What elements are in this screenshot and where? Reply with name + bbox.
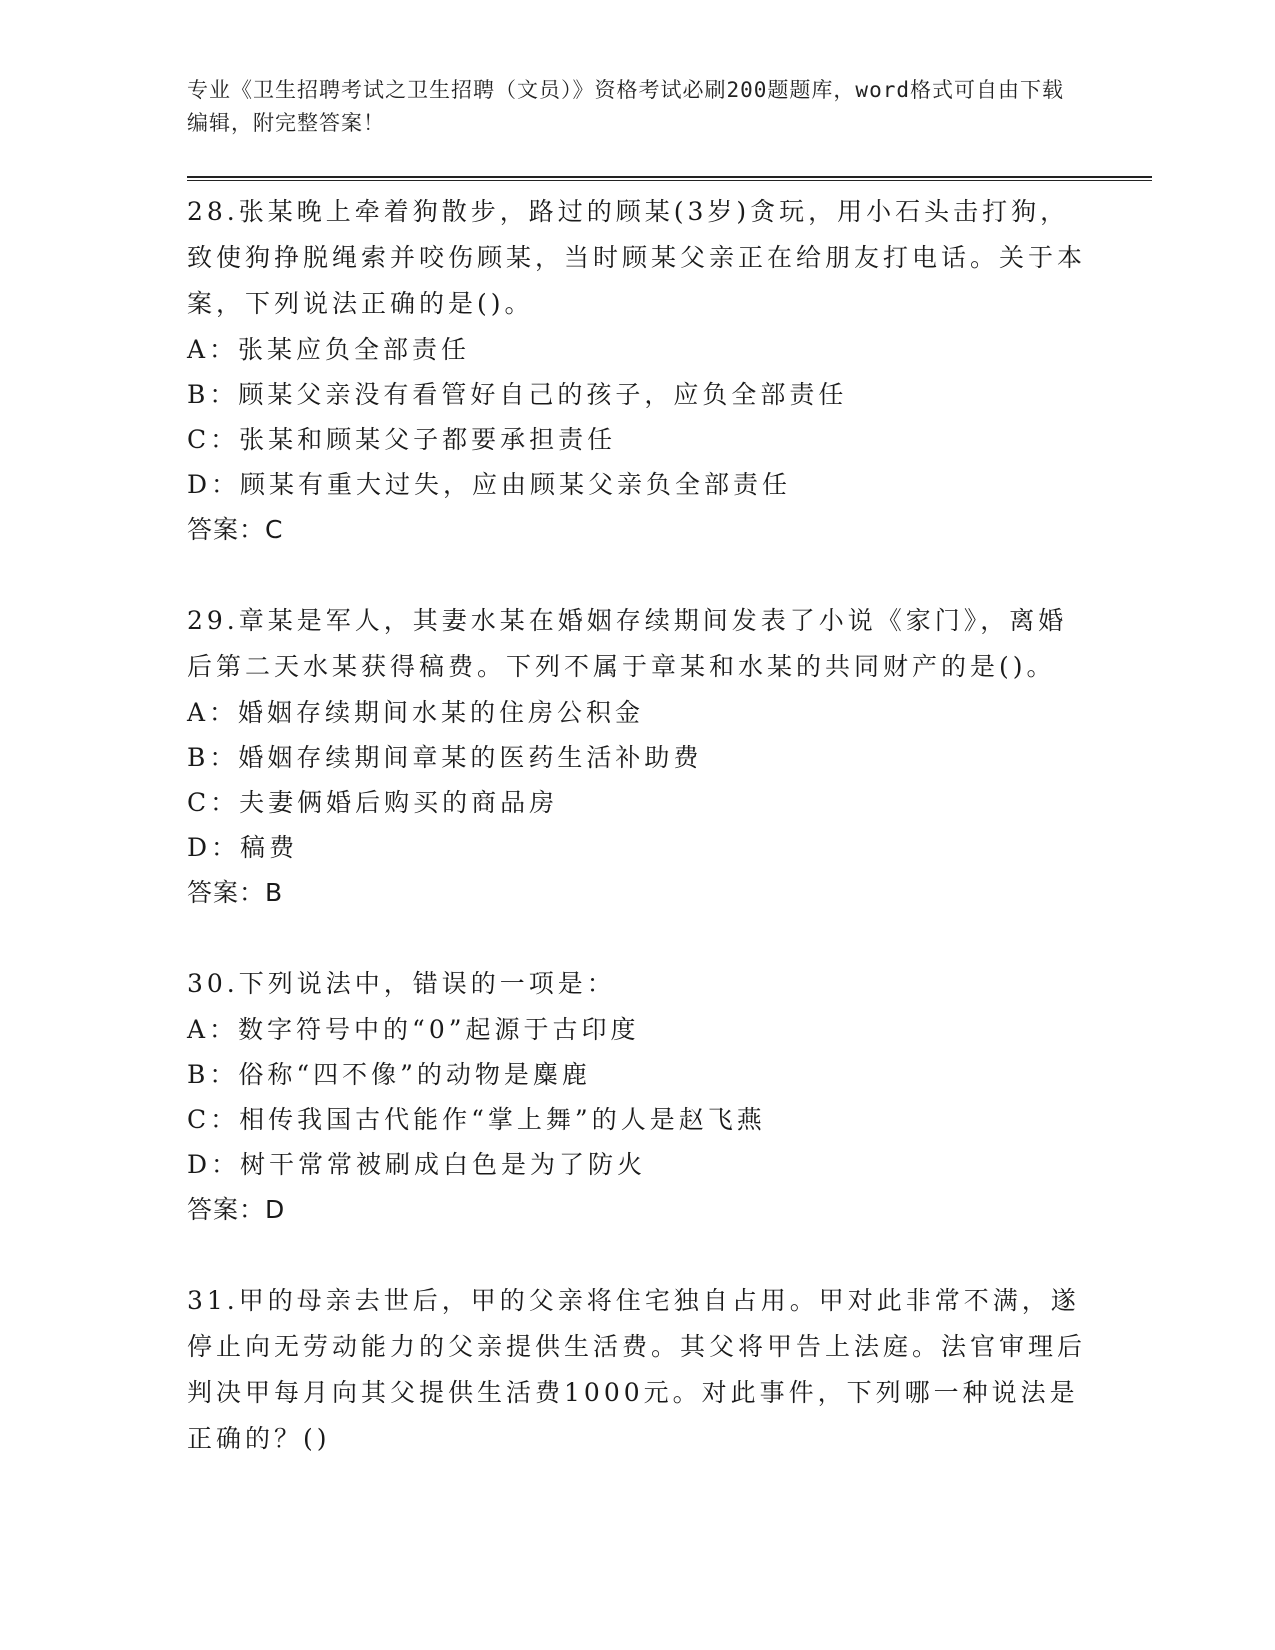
question-list <box>187 189 1087 1507</box>
option-c: C：相传我国古代能作“掌上舞”的人是赵飞燕 <box>187 1105 766 1134</box>
question-31 <box>187 1278 1087 1462</box>
question-stem: 30.下列说法中，错误的一项是： <box>187 969 616 998</box>
question-stem: 29.章某是军人，其妻水某在婚姻存续期间发表了小说《家门》，离婚后第二天水某获得稿费。下列不属于章某和水某的共同财产的是()。 <box>187 606 1068 681</box>
question-stem: 31.甲的母亲去世后，甲的父亲将住宅独自占用。甲对此非常不满，遂停止向无劳动能力的父亲提供生活费。其父将甲告上法庭。法官审理后判决甲每月向其父提供生活费1000元。对此事件，下列哪一种说法是正确的？() <box>187 1286 1087 1453</box>
option-b: B：婚姻存续期间章某的医药生活补助费 <box>187 743 703 772</box>
answer-label: 答案：C <box>187 515 284 544</box>
option-c: C：夫妻俩婚后购买的商品房 <box>187 788 559 817</box>
header-divider <box>187 176 1152 181</box>
option-d: D：顾某有重大过失，应由顾某父亲负全部责任 <box>187 470 792 499</box>
option-d: D：树干常常被刷成白色是为了防火 <box>187 1150 647 1179</box>
answer-label: 答案：B <box>187 878 284 907</box>
option-a: A：张某应负全部责任 <box>187 335 471 364</box>
option-d: D：稿费 <box>187 833 299 862</box>
option-b: B：俗称“四不像”的动物是麋鹿 <box>187 1060 591 1089</box>
document-header: 专业《卫生招聘考试之卫生招聘（文员）》资格考试必刷200题题库，word格式可自由下载编辑，附完整答案！ <box>187 78 1064 135</box>
option-a: A：婚姻存续期间水某的住房公积金 <box>187 698 645 727</box>
option-a: A：数字符号中的“0”起源于古印度 <box>187 1015 640 1044</box>
option-b: B：顾某父亲没有看管好自己的孩子，应负全部责任 <box>187 380 848 409</box>
answer-label: 答案：D <box>187 1195 286 1224</box>
question-stem: 28.张某晚上牵着狗散步，路过的顾某(3岁)贪玩，用小石头击打狗，致使狗挣脱绳索并咬伤顾某，当时顾某父亲正在给朋友打电话。关于本案，下列说法正确的是()。 <box>187 197 1087 318</box>
question-29 <box>187 598 1087 916</box>
question-30 <box>187 961 1087 1233</box>
question-28 <box>187 189 1087 553</box>
option-c: C：张某和顾某父子都要承担责任 <box>187 425 617 454</box>
